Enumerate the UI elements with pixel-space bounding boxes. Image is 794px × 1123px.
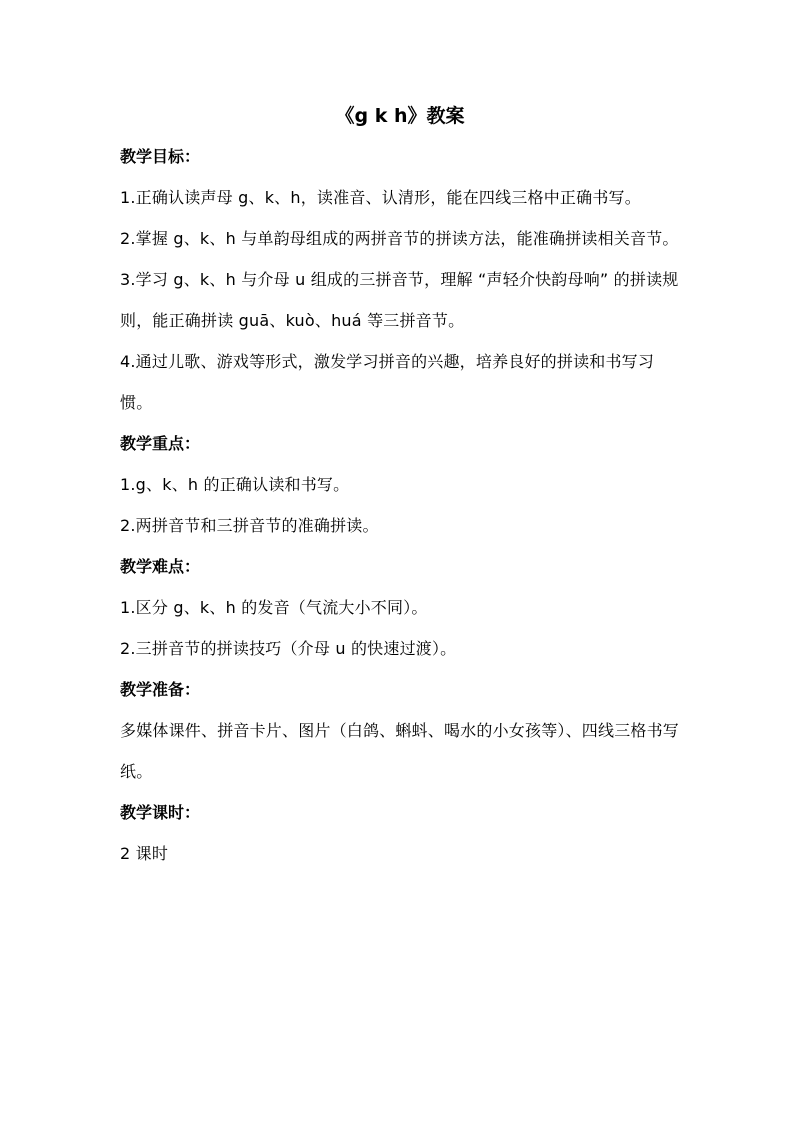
- difficulty-item-2: 2.三拼音节的拼读技巧（介母 u 的快速过渡）。: [120, 639, 457, 658]
- periods-heading: 教学课时：: [120, 803, 201, 822]
- objective-item-3: 3.学习 g、k、h 与介母 u 组成的三拼音节，理解 “声轻介快韵母响” 的拼读规则，能正确拼读 guā、kuò、huá 等三拼音节。: [120, 270, 679, 330]
- objectives-heading: 教学目标：: [120, 147, 201, 166]
- difficulty-item-1: 1.区分 g、k、h 的发音（气流大小不同）。: [120, 598, 428, 617]
- difficulties-heading: 教学难点：: [120, 557, 201, 576]
- key-point-item-1: 1.g、k、h 的正确认读和书写。: [120, 475, 350, 494]
- preparation-item-1: 多媒体课件、拼音卡片、图片（白鸽、蝌蚪、喝水的小女孩等）、四线三格书写纸。: [120, 721, 680, 781]
- document-title: 《g k h》教案: [335, 105, 465, 127]
- section-key-points: [120, 423, 680, 546]
- section-difficulties: [120, 546, 680, 669]
- objective-item-1: 1.正确认读声母 g、k、h，读准音、认清形，能在四线三格中正确书写。: [120, 188, 641, 207]
- section-preparation: [120, 669, 680, 792]
- preparation-heading: 教学准备：: [120, 680, 201, 699]
- section-objectives: [120, 136, 680, 423]
- document-page: [120, 96, 680, 874]
- key-points-heading: 教学重点：: [120, 434, 201, 453]
- periods-item-1: 2 课时: [120, 844, 169, 863]
- key-point-item-2: 2.两拼音节和三拼音节的准确拼读。: [120, 516, 379, 535]
- section-periods: [120, 792, 680, 874]
- objective-item-2: 2.掌握 g、k、h 与单韵母组成的两拼音节的拼读方法，能准确拼读相关音节。: [120, 229, 679, 248]
- objective-item-4: 4.通过儿歌、游戏等形式，激发学习拼音的兴趣，培养良好的拼读和书写习惯。: [120, 352, 655, 412]
